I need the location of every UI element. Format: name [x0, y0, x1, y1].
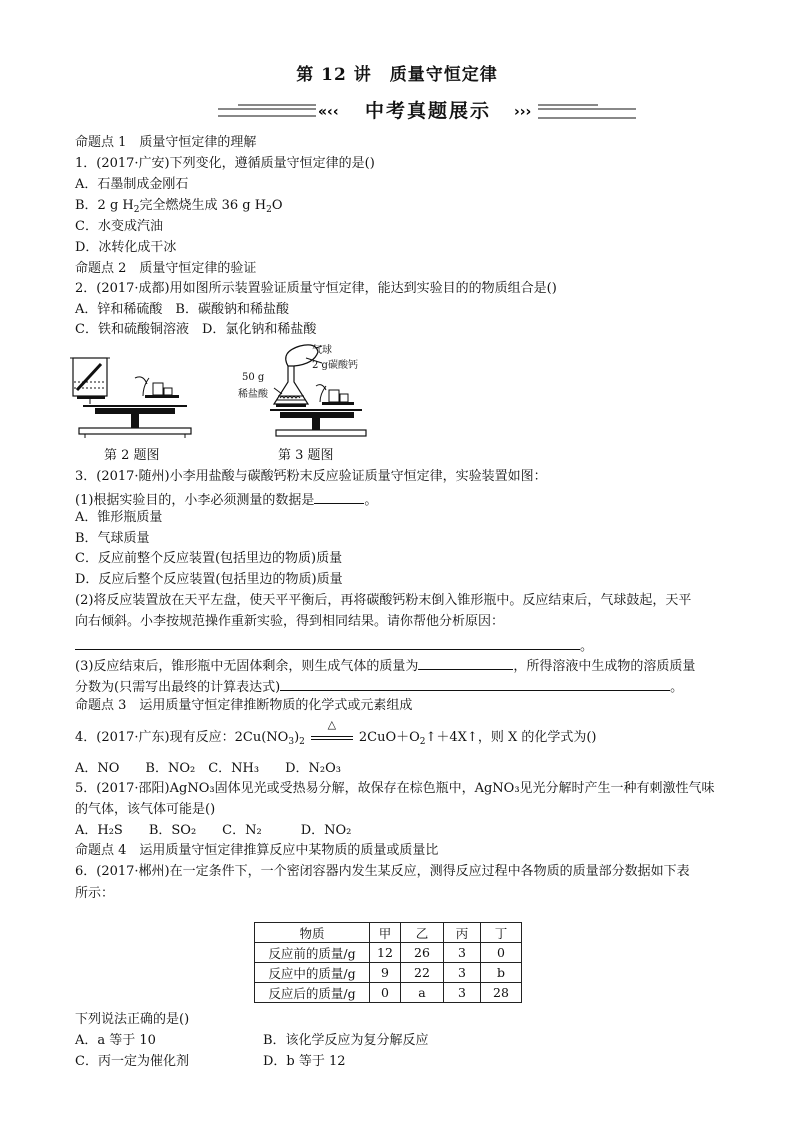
table-cell: 12	[370, 943, 401, 963]
question-stem: 1．(2017·广安)下列变化，遵循质量守恒定律的是()	[75, 156, 375, 171]
options-ab: A．锌和稀硫酸 B．碳酸钠和稀盐酸	[75, 302, 289, 317]
option-c: C．反应前整个反应装置(包括里边的物质)质量	[75, 551, 343, 566]
topic-heading: 命题点 3 运用质量守恒定律推断物质的化学式或元素组成	[75, 698, 413, 713]
table-header-cell: 丙	[444, 923, 481, 943]
figure-2-balance	[65, 348, 205, 440]
table-header-row	[255, 923, 522, 943]
option-d: D．反应后整个反应装置(包括里边的物质)质量	[75, 572, 343, 587]
topic-heading: 命题点 4 运用质量守恒定律推算反应中某物质的质量或质量比	[75, 843, 439, 858]
option-d: D．冰转化成干冰	[75, 240, 177, 255]
option-a: A．a 等于 10	[75, 1033, 156, 1048]
table-header-cell: 乙	[401, 923, 444, 943]
table-cell: 26	[401, 943, 444, 963]
question-part: 向右倾斜。小李按规范操作重新实验，得到相同结果。请你帮他分析原因：	[75, 614, 505, 629]
question-stem: 4．(2017·广东)现有反应：$2Cu(NO_3)_2$ △ $2CuO+O_2↑+4X↑$，则 X 的化学式为()	[75, 718, 597, 747]
answer-line: 。	[75, 636, 593, 655]
svg-text:«‹‹: «‹‹	[318, 104, 339, 120]
table-cell: 22	[401, 963, 444, 983]
option-c: C．丙一定为催化剂	[75, 1054, 189, 1069]
question-part: (2)将反应装置放在天平左盘，使天平平衡后，再将碳酸钙粉末倒入锥形瓶中。反应结束后，气球鼓起，天平	[75, 593, 692, 608]
topic-heading: 命题点 2 质量守恒定律的验证	[75, 261, 257, 276]
label-hcl-mass: 50 g	[242, 372, 265, 383]
mass-table	[254, 922, 522, 1003]
option-a: A．锥形瓶质量	[75, 510, 163, 525]
table-cell: 反应前的质量/g	[255, 943, 370, 963]
question-stem: 2．(2017·成都)用如图所示装置验证质量守恒定律，能达到实验目的的物质组合是()	[75, 281, 557, 296]
table-header-cell: 甲	[370, 923, 401, 943]
table-row	[255, 963, 522, 983]
option-d: D．b 等于 12	[263, 1054, 346, 1069]
question-stem: 所示：	[75, 886, 115, 901]
table-cell: 反应后的质量/g	[255, 983, 370, 1003]
topic-heading: 命题点 1 质量守恒定律的理解	[75, 135, 257, 150]
question-part: (3)反应结束后，锥形瓶中无固体剩余，则生成气体的质量为 ，所得溶液中生成物的溶质质量	[75, 656, 695, 675]
table-cell: 反应中的质量/g	[255, 963, 370, 983]
table-cell: 0	[370, 983, 401, 1003]
answer-blank[interactable]	[314, 490, 364, 504]
answer-blank[interactable]	[280, 677, 670, 691]
question-stem: 的气体，该气体可能是()	[75, 802, 216, 817]
banner-title: 中考真题展示	[364, 100, 491, 122]
svg-text:›››: ›››	[514, 104, 532, 120]
figure-2-caption: 第 2 题图	[104, 448, 160, 463]
label-balloon: 气球	[312, 345, 332, 356]
table-cell: 3	[444, 963, 481, 983]
option-b: B．该化学反应为复分解反应	[263, 1033, 429, 1048]
table-row	[255, 983, 522, 1003]
question-stem: 下列说法正确的是()	[75, 1012, 190, 1027]
table-header-cell: 丁	[481, 923, 522, 943]
option-b: B．2 g $H_2$完全燃烧生成 36 g $H_2O$	[75, 198, 283, 215]
answer-blank[interactable]	[418, 656, 513, 670]
table-cell: 3	[444, 943, 481, 963]
label-hcl: 稀盐酸	[238, 389, 268, 400]
options-cd: C．铁和硫酸铜溶液 D．氯化钠和稀盐酸	[75, 322, 317, 337]
answer-blank[interactable]	[75, 636, 580, 650]
question-part: (1)根据实验目的，小李必须测量的数据是 。	[75, 490, 377, 509]
question-stem: 5．(2017·邵阳)AgNO₃固体见光或受热易分解，故保存在棕色瓶中，AgNO₃见光分解时产生一种有刺激性气味	[75, 781, 715, 796]
figure-3-caption: 第 3 题图	[278, 448, 334, 463]
table-cell: b	[481, 963, 522, 983]
page-title: 第 12 讲 质量守恒定律	[296, 65, 498, 85]
options: A．H₂S B．SO₂ C．N₂ D．NO₂	[75, 823, 352, 838]
table-cell: 28	[481, 983, 522, 1003]
question-stem: 3．(2017·随州)小李用盐酸与碳酸钙粉末反应验证质量守恒定律，实验装置如图：	[75, 469, 547, 484]
question-stem: 6．(2017·郴州)在一定条件下，一个密闭容器内发生某反应，测得反应过程中各物质的质量部分数据如下表	[75, 864, 690, 879]
heat-symbol: △	[327, 718, 337, 731]
question-part: 分数为(只需写出最终的计算表达式) 。	[75, 677, 683, 696]
option-c: C．水变成汽油	[75, 219, 163, 234]
table-row	[255, 943, 522, 963]
label-caco3: 2 g碳酸钙	[312, 360, 358, 371]
option-a: A．石墨制成金刚石	[75, 177, 189, 192]
table-cell: 0	[481, 943, 522, 963]
option-b: B．气球质量	[75, 531, 150, 546]
table-cell: a	[401, 983, 444, 1003]
options: A．NO B．NO₂ C．NH₃ D．N₂O₃	[75, 761, 341, 776]
table-cell: 9	[370, 963, 401, 983]
table-header-cell: 物质	[255, 923, 370, 943]
table-cell: 3	[444, 983, 481, 1003]
section-banner	[218, 96, 636, 124]
